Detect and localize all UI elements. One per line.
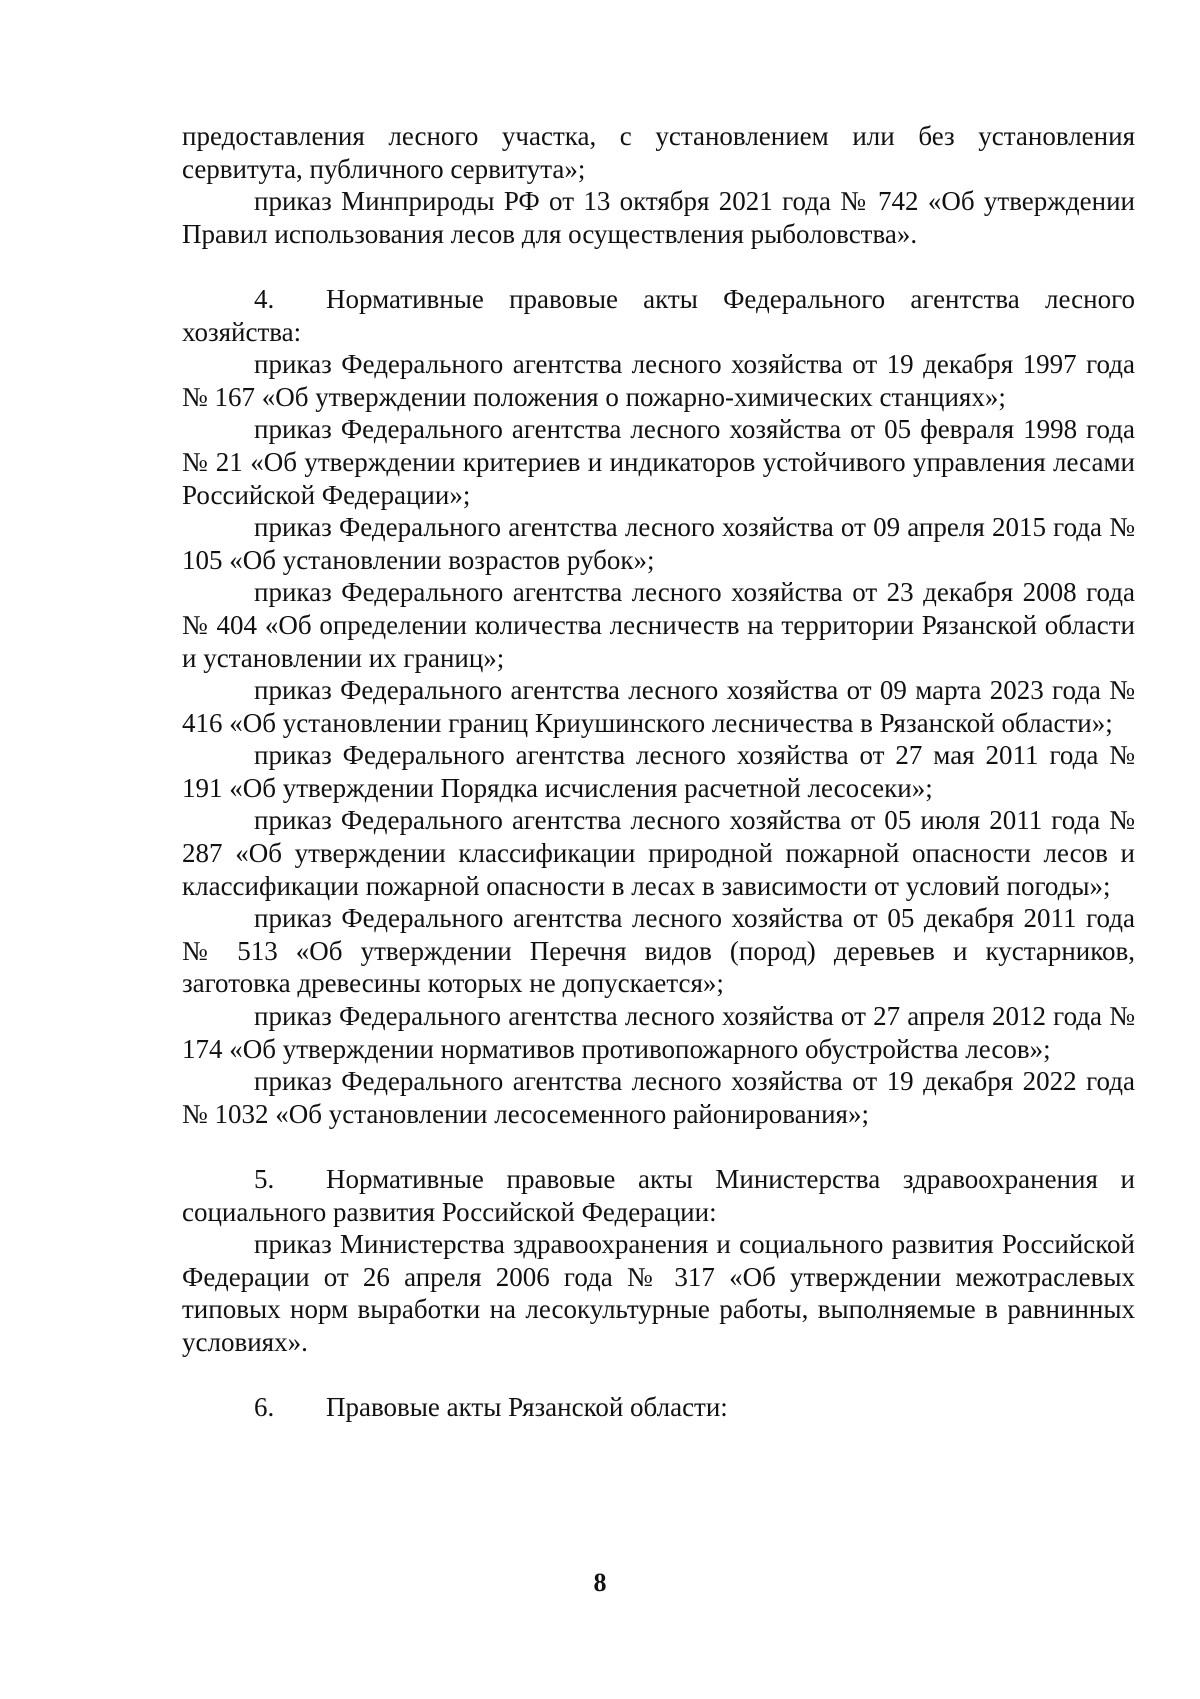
section-title: Правовые акты Рязанской области:: [326, 1392, 728, 1423]
section-title: Нормативные правовые акты Министерства здравоохранения и социального развития Российской Федерации:: [182, 1164, 1135, 1227]
section-number: 6.: [254, 1392, 275, 1423]
list-item: приказ Федерального агентства лесного хозяйства от 09 марта 2023 года № 416 «Об установлении границ Криушинского лесничества в Рязанской области»;: [182, 675, 1135, 738]
list-item: приказ Федерального агентства лесного хозяйства от 27 апреля 2012 года № 174 «Об утверждении нормативов противопожарного обустройства лесов»;: [182, 1001, 1135, 1064]
continuation-paragraph: предоставления лесного участка, с установлением или без установления сервитута, публичного сервитута»;: [182, 121, 1135, 184]
list-item: приказ Федерального агентства лесного хозяйства от 27 мая 2011 года № 191 «Об утверждении Порядка исчисления расчетной лесосеки»;: [182, 740, 1135, 803]
list-item: приказ Федерального агентства лесного хозяйства от 09 апреля 2015 года № 105 «Об установлении возрастов рубок»;: [182, 512, 1135, 575]
section-number: 5.: [254, 1164, 275, 1194]
page-number: 8: [593, 1568, 607, 1597]
section-heading: [182, 1163, 1135, 1228]
section-number: 4.: [254, 283, 275, 314]
list-item: приказ Министерства здравоохранения и социального развития Российской Федерации от 26 апреля 2006 года № 317 «Об утверждении межотраслевых типовых норм выработки на лесокультурные работы, выполняемые в равнинных условиях».: [182, 1229, 1135, 1357]
section-heading: [182, 283, 1135, 348]
list-item: приказ Федерального агентства лесного хозяйства от 05 декабря 2011 года № 513 «Об утверждении Перечня видов (пород) деревьев и кустарников, заготовка древесины которых не допускается»;: [182, 903, 1135, 999]
list-item: приказ Федерального агентства лесного хозяйства от 05 июля 2011 года № 287 «Об утверждении классификации природной пожарной опасности лесов и классификации пожарной опасности в лесах в зависимости от условий погоды»;: [182, 805, 1135, 901]
document-page: [182, 120, 1135, 1424]
list-item: приказ Федерального агентства лесного хозяйства от 23 декабря 2008 года № 404 «Об определении количества лесничеств на территории Рязанской области и установлении их границ»;: [182, 577, 1135, 673]
list-item: приказ Федерального агентства лесного хозяйства от 05 февраля 1998 года № 21 «Об утверждении критериев и индикаторов устойчивого управления лесами Российской Федерации»;: [182, 414, 1135, 510]
section-title: Нормативные правовые акты Федерального агентства лесного хозяйства:: [182, 283, 1135, 347]
section-heading: [182, 1391, 1135, 1424]
list-item: приказ Минприроды РФ от 13 октября 2021 года № 742 «Об утверждении Правил использования лесов для осуществления рыболовства».: [182, 186, 1135, 249]
list-item: приказ Федерального агентства лесного хозяйства от 19 декабря 1997 года № 167 «Об утверждении положения о пожарно-химических станциях»;: [182, 349, 1135, 412]
list-item: приказ Федерального агентства лесного хозяйства от 19 декабря 2022 года № 1032 «Об установлении лесосеменного районирования»;: [182, 1066, 1135, 1129]
